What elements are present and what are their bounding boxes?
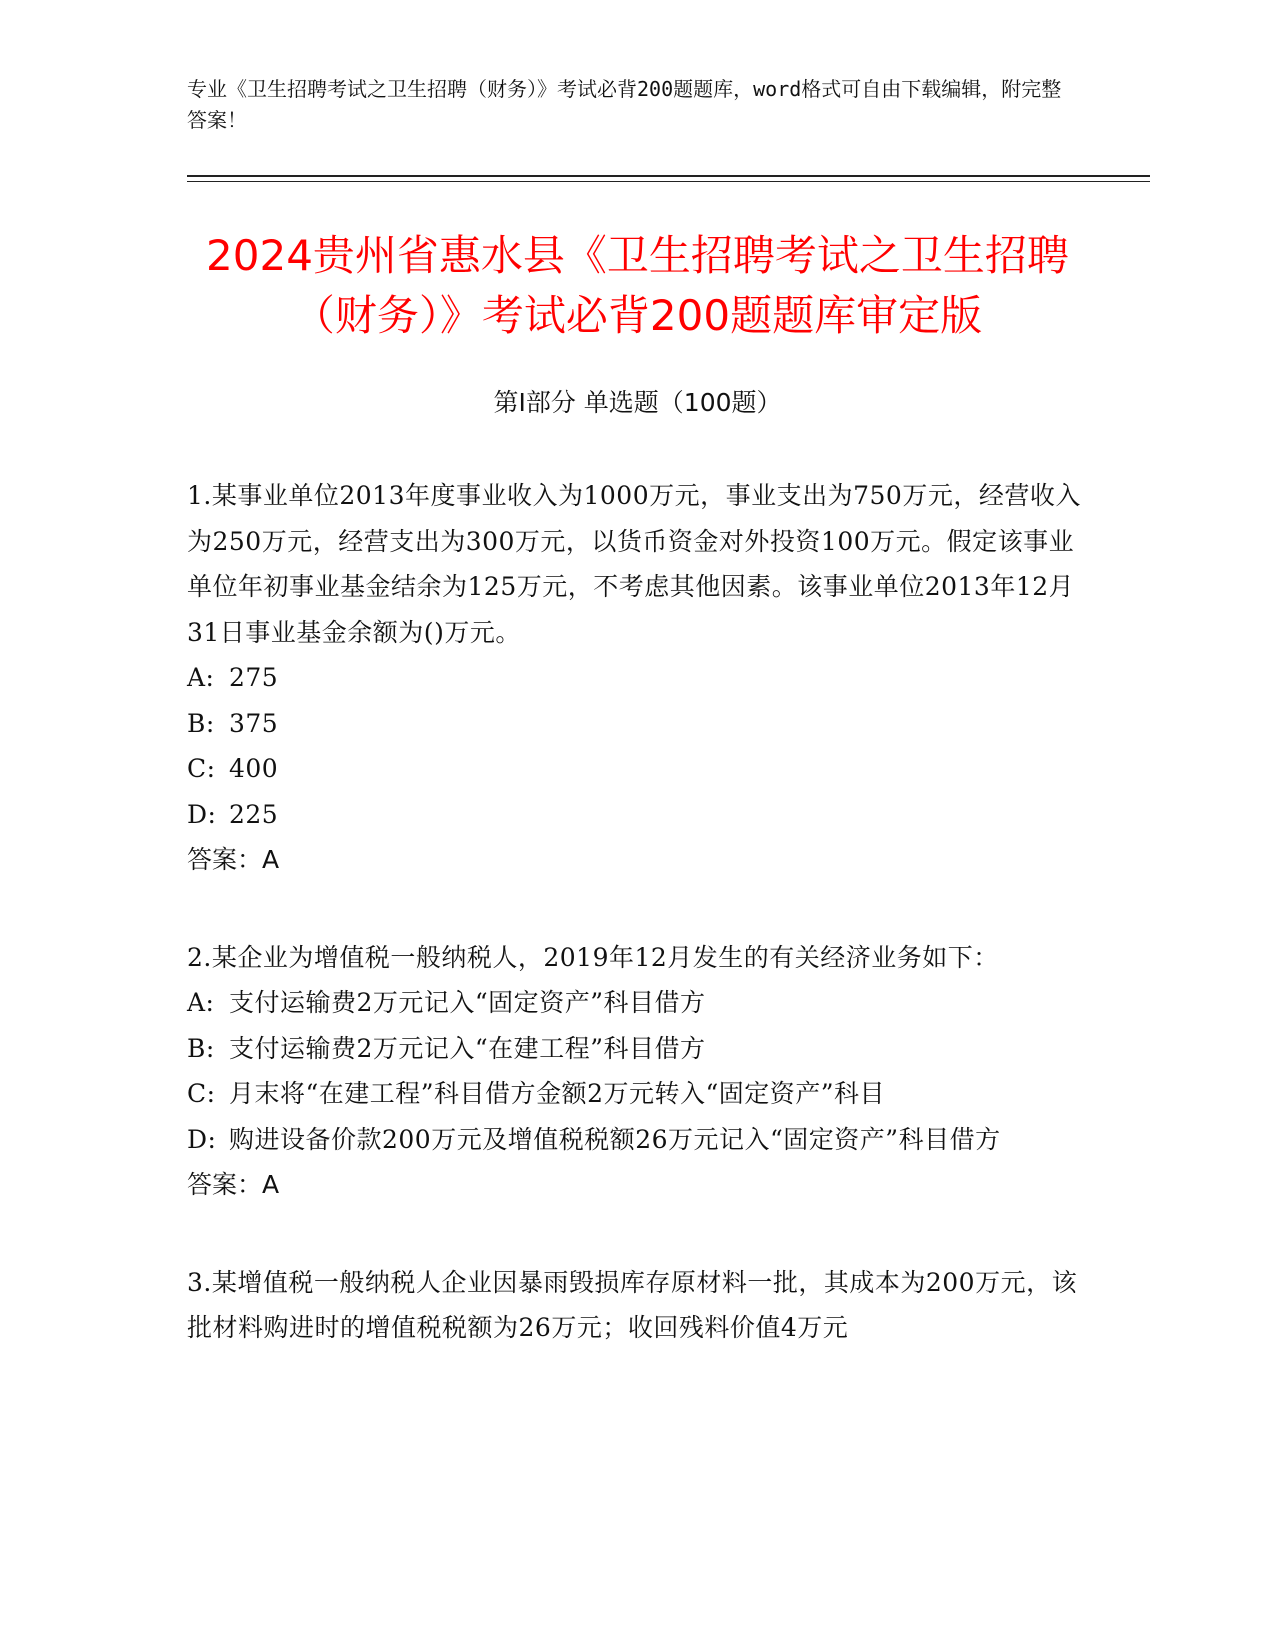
question-3 — [187, 1260, 1082, 1351]
option-text: 225 — [229, 799, 279, 829]
answer-line — [187, 837, 1082, 883]
option-a — [187, 655, 1082, 701]
option-d — [187, 1117, 1082, 1163]
option-text: 400 — [229, 754, 279, 783]
option-c — [187, 1071, 1082, 1117]
question-1 — [187, 473, 1082, 883]
answer-value: A — [262, 1170, 280, 1199]
answer-label: 答案： — [187, 845, 263, 874]
option-key: C: — [187, 754, 216, 783]
question-text: 2.某企业为增值税一般纳税人，2019年12月发生的有关经济业务如下： — [187, 942, 999, 972]
option-key: C: — [187, 1079, 216, 1108]
option-text: 月末将“在建工程”科目借方金额2万元转入“固定资产”科目 — [229, 1079, 886, 1108]
option-b — [187, 701, 1082, 747]
question-text: 1.某事业单位2013年度事业收入为1000万元，事业支出为750万元，经营收入为250万元，经营支出为300万元，以货币资金对外投资100万元。假定该事业单位年初事业基金结余为125万元，不考虑其他因素。该事业单位2013年12月31日事业基金余额为()万元。 — [187, 481, 1081, 647]
question-2 — [187, 935, 1082, 1208]
option-key: B: — [187, 708, 215, 738]
header-divider-thick — [187, 175, 1150, 177]
option-text: 375 — [229, 708, 279, 738]
answer-line — [187, 1162, 1082, 1208]
option-key: D: — [187, 1124, 217, 1154]
option-key: B: — [187, 1033, 215, 1063]
answer-label: 答案： — [187, 1170, 263, 1199]
document-title: 2024贵州省惠水县《卫生招聘考试之卫生招聘（财务）》考试必背200题题库审定版 — [206, 231, 1069, 340]
question-text: 3.某增值税一般纳税人企业因暴雨毁损库存原材料一批，其成本为200万元，该批材料购进时的增值税税额为26万元；收回残料价值4万元 — [187, 1267, 1078, 1342]
option-key: A: — [187, 988, 215, 1017]
header-divider-thin — [187, 181, 1150, 182]
option-a — [187, 980, 1082, 1026]
section-heading: 第Ⅰ部分 单选题（100题） — [493, 388, 782, 417]
option-b — [187, 1026, 1082, 1072]
option-text: 275 — [229, 663, 279, 692]
option-key: A: — [187, 663, 215, 692]
answer-value: A — [262, 845, 280, 874]
option-c — [187, 746, 1082, 792]
option-key: D: — [187, 799, 217, 829]
question-list — [187, 473, 1082, 1403]
header-note: 专业《卫生招聘考试之卫生招聘（财务）》考试必背200题题库，word格式可自由下载编辑，附完整答案！ — [187, 77, 1062, 132]
option-text: 购进设备价款200万元及增值税税额26万元记入“固定资产”科目借方 — [229, 1124, 1001, 1154]
option-text: 支付运输费2万元记入“在建工程”科目借方 — [229, 1033, 706, 1063]
option-d — [187, 792, 1082, 838]
option-text: 支付运输费2万元记入“固定资产”科目借方 — [229, 988, 706, 1017]
